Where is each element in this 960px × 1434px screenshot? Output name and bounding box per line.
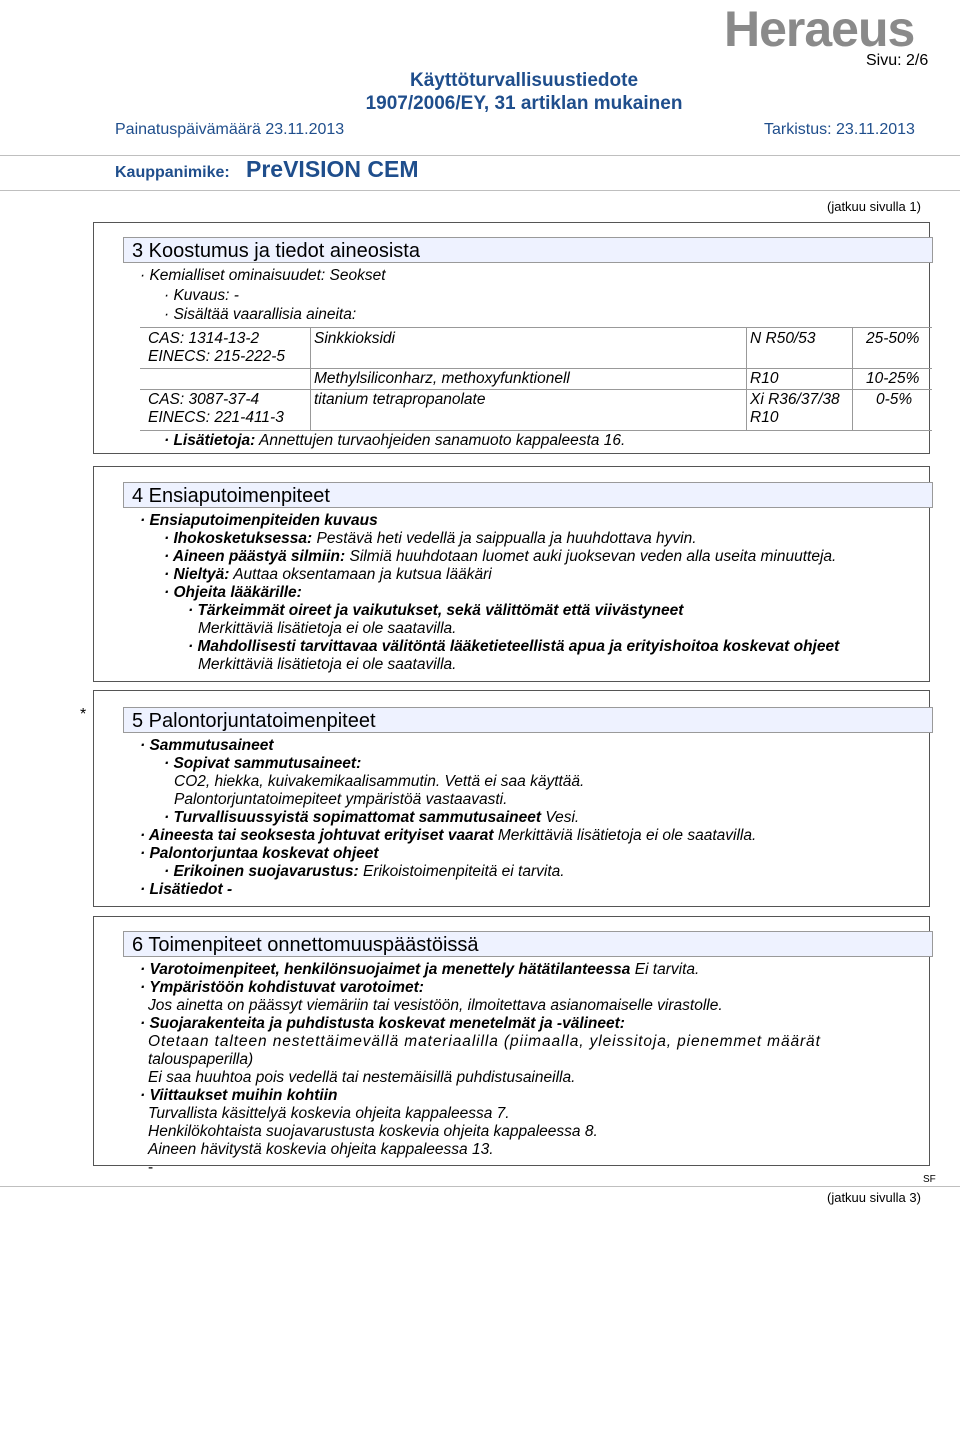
- s6-line-3: Jos ainetta on päässyt viemäriin tai vesistöön, ilmoitettava asianomaiselle virastolle.: [148, 997, 723, 1014]
- tradename: PreVISION CEM: [246, 156, 419, 182]
- row1-conc: 25-50%: [866, 330, 920, 347]
- row2-class: R10: [750, 370, 779, 387]
- row1-einecs: EINECS: 215-222-5: [148, 348, 285, 365]
- s3-extra-label: · Lisätietoja:: [164, 432, 256, 449]
- s4-line-1: · Ensiaputoimenpiteiden kuvaus: [140, 512, 378, 529]
- s4-eye-label: · Aineen päästyä silmiin:: [164, 548, 346, 565]
- row1-name: Sinkkioksidi: [314, 330, 395, 347]
- table-rule-4: [140, 430, 932, 431]
- s6-line-5: Otetaan talteen nestettäimevällä materiaalilla (piimaalla, yleissitoja, pienemmet määrät: [148, 1033, 821, 1050]
- s3-line-1: · Kemialliset ominaisuudet: Seokset: [140, 267, 386, 284]
- continues-on: (jatkuu sivulla 3): [827, 1190, 921, 1205]
- s5-line-4: Palontorjuntatoimepiteet ympäristöä vastaavasti.: [174, 791, 508, 808]
- s3-line-3: · Sisältää vaarallisia aineita:: [164, 306, 357, 323]
- s6-precautions-text: Ei tarvita.: [634, 961, 700, 978]
- print-date: Painatuspäivämäärä 23.11.2013: [115, 121, 345, 138]
- section-4-title: 4 Ensiaputoimenpiteet: [123, 482, 933, 508]
- s4-line-7: Merkittäviä lisätietoja ei ole saatavilla.: [198, 620, 457, 637]
- language-code: SF: [923, 1174, 936, 1185]
- table-rule-2: [140, 368, 932, 369]
- s5-line-3: CO2, hiekka, kuivakemikaalisammutin. Vettä ei saa käyttää.: [174, 773, 585, 790]
- revision-date: Tarkistus: 23.11.2013: [764, 121, 915, 138]
- table-rule-1: [140, 327, 932, 328]
- table-vrule-3: [852, 327, 853, 430]
- s4-swallow-label: · Nieltyä:: [164, 566, 230, 583]
- row3-name: titanium tetrapropanolate: [314, 391, 486, 408]
- row3-class2: R10: [750, 409, 779, 426]
- s4-line-5: · Ohjeita lääkärille:: [164, 584, 302, 601]
- s6-precautions-label: · Varotoimenpiteet, henkilönsuojaimet ja menettely hätätilanteessa: [140, 961, 631, 978]
- s5-unsuitable-text: Vesi.: [545, 809, 580, 826]
- row1-cas: CAS: 1314-13-2: [148, 330, 260, 347]
- s6-line-12: -: [148, 1159, 154, 1176]
- row3-einecs: EINECS: 221-411-3: [148, 409, 284, 426]
- row3-cas: CAS: 3087-37-4: [148, 391, 260, 408]
- s6-line-6: talouspaperilla): [148, 1051, 254, 1068]
- page-number: Sivu: 2/6: [866, 52, 929, 69]
- s5-line-2: · Sopivat sammutusaineet:: [164, 755, 362, 772]
- row2-name: Methylsiliconharz, methoxyfunktionell: [314, 370, 570, 387]
- s3-extra-text: Annettujen turvaohjeiden sanamuoto kappaleesta 16.: [259, 432, 626, 449]
- footer-rule: [0, 1186, 960, 1187]
- s4-eye-text: Silmiä huuhdotaan luomet auki juoksevan veden alla useita minuutteja.: [349, 548, 837, 565]
- s4-swallow-text: Auttaa oksentamaan ja kutsua lääkäri: [233, 566, 492, 583]
- document-subtitle: 1907/2006/EY, 31 artiklan mukainen: [365, 93, 683, 114]
- s5-unsuitable-label: · Turvallisuussyistä sopimattomat sammutusaineet: [164, 809, 541, 826]
- s5-line-1: · Sammutusaineet: [140, 737, 274, 754]
- heraeus-logo: Heraeus: [724, 1, 915, 57]
- s5-hazards-label: · Aineesta tai seoksesta johtuvat erityiset vaarat: [140, 827, 494, 844]
- s6-line-11: Aineen hävitystä koskevia ohjeita kappaleessa 13.: [148, 1141, 494, 1158]
- row3-conc: 0-5%: [876, 391, 913, 408]
- s6-line-7: Ei saa huuhtoa pois vedellä tai nestemäisillä puhdistusaineilla.: [148, 1069, 576, 1086]
- s5-line-9: · Lisätiedot -: [140, 881, 233, 898]
- document-title: Käyttöturvallisuustiedote: [409, 70, 639, 91]
- s5-line-7: · Palontorjuntaa koskevat ohjeet: [140, 845, 379, 862]
- section-6-title: 6 Toimenpiteet onnettomuuspäästöissä: [123, 931, 933, 957]
- table-rule-3: [140, 389, 932, 390]
- s3-line-2: · Kuvaus: -: [164, 287, 239, 304]
- s4-line-6: · Tärkeimmät oireet ja vaikutukset, sekä välittömät että viivästyneet: [188, 602, 684, 619]
- tradename-label: Kauppanimike:: [115, 164, 230, 181]
- s6-line-10: Henkilökohtaista suojavarustusta koskevia ohjeita kappaleessa 8.: [148, 1123, 598, 1140]
- s6-line-2: · Ympäristöön kohdistuvat varotoimet:: [140, 979, 424, 996]
- revision-marker: *: [80, 706, 87, 723]
- s4-skin-label: · Ihokosketuksessa:: [164, 530, 313, 547]
- s5-equipment-text: Erikoistoimenpiteitä ei tarvita.: [362, 863, 565, 880]
- section-5-title: 5 Palontorjuntatoimenpiteet: [123, 707, 933, 733]
- s6-line-8: · Viittaukset muihin kohtiin: [140, 1087, 338, 1104]
- s6-line-4: · Suojarakenteita ja puhdistusta koskevat menetelmät ja -välineet:: [140, 1015, 625, 1032]
- row1-class: N R50/53: [750, 330, 816, 347]
- s6-line-9: Turvallista käsittelyä koskevia ohjeita kappaleessa 7.: [148, 1105, 510, 1122]
- s4-line-9: Merkittäviä lisätietoja ei ole saatavilla.: [198, 656, 457, 673]
- header-rule-top: [0, 155, 960, 156]
- table-vrule-2: [746, 327, 747, 430]
- s5-hazards-text: Merkittäviä lisätietoja ei ole saatavilla.: [497, 827, 757, 844]
- s4-line-8: · Mahdollisesti tarvittavaa välitöntä lääketieteellistä apua ja erityishoitoa koskevat ohjeet: [188, 638, 840, 655]
- header-rule-bottom: [0, 190, 960, 191]
- section-3-title: 3 Koostumus ja tiedot aineosista: [123, 237, 933, 263]
- row2-conc: 10-25%: [866, 370, 920, 387]
- s5-equipment-label: · Erikoinen suojavarustus:: [164, 863, 359, 880]
- s4-skin-text: Pestävä heti vedellä ja saippualla ja huuhdottava hyvin.: [316, 530, 697, 547]
- row3-class: Xi R36/37/38: [750, 391, 840, 408]
- continued-from: (jatkuu sivulla 1): [827, 199, 921, 214]
- table-vrule-1: [310, 327, 311, 430]
